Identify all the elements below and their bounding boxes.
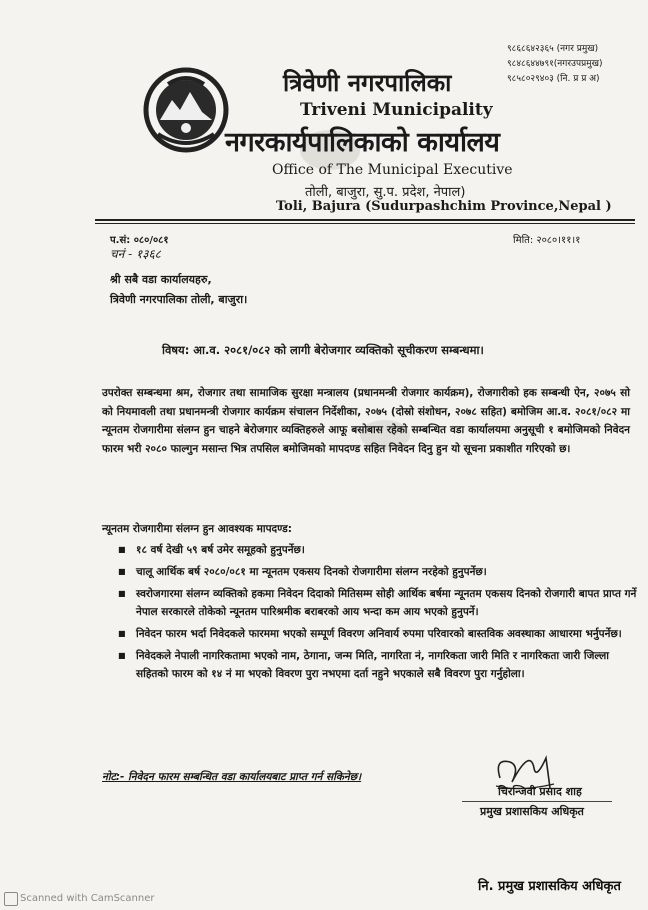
- office-name-en: Office of The Municipal Executive: [272, 162, 513, 178]
- address-en: Toli, Bajura (Sudurpashchim Province,Nepal ): [276, 199, 612, 214]
- phone-cao: ९८५८०२९४०३ (नि. प्र प्र अ): [507, 74, 600, 84]
- criteria-item: ■ चालू आर्थिक बर्ष २०८०/०८१ मा न्यूनतम एकसय दिनको रोजगारीमा संलग्न नरहेको हुनुपर्नेछ।: [118, 563, 638, 581]
- letter-note: नोट:- निवेदन फारम सम्बन्धित वडा कार्यालयबाट प्राप्त गर्न सकिनेछ।: [102, 771, 362, 783]
- phone-deputy-mayor: ९८४८६४४७९१(नगरउपप्रमुख): [507, 59, 603, 69]
- camscanner-logo-icon: [4, 892, 18, 906]
- phone-mayor: ९८६८६४२३६५ (नगर प्रमुख): [507, 44, 599, 54]
- municipality-emblem-icon: [138, 62, 234, 158]
- addressee-line-1: श्री सबै वडा कार्यालयहरु,: [110, 273, 212, 286]
- signature-line: [462, 801, 612, 802]
- criteria-heading: न्यूनतम रोजगारीमा संलग्न हुन आवश्यक मापदण्ड:: [102, 523, 292, 535]
- letter-body: उपरोक्त सम्बन्धमा श्रम, रोजगार तथा सामाजिक सुरक्षा मन्त्रालय (प्रधानमन्त्री रोजगार कार्यक्रम), रोजगारीको हक सम्बन्धी ऐन, २०७५ सो को नियमावली तथा प्रधानमन्त्री रोजगार कार्यक्रम संचालन निर्देशीका, २०७५ (दोस्रो संशोधन, २०७८ सहित) बमोजिम आ.व. २०८१/०८२ मा न्यूनतम रोजगारीमा संलग्न हुन चाहने बेरोजगार व्यक्तिहरुले आफू बसोबास रहेको सम्बन्धित वडा कार्यालयमा अनुसूची १ बमोजिमको निवेदन फारम भरी २०८० फाल्गुन मसान्त भित्र तपसिल बमोजिमको मापदण्ड सहित निवेदन दिनु हुन यो सूचना प्रकाशीत गरिएको छ।: [102, 387, 630, 455]
- official-stamp: नि. प्रमुख प्रशासकिय अधिकृत: [478, 879, 621, 894]
- addressee: [110, 270, 247, 310]
- addressee-line-2: त्रिवेणी नगरपालिका तोली, बाजुरा।: [110, 293, 248, 306]
- signatory-title: प्रमुख प्रशासकिय अधिकृत: [480, 805, 584, 818]
- criteria-item: ■ १८ वर्ष देखी ५९ बर्ष उमेर समूहको हुनुपर्नेछ।: [118, 541, 638, 559]
- signatory-name: चिरन्जिवी प्रसाद शाह: [498, 785, 582, 798]
- dispatch-number: चनं - १३६८: [110, 247, 161, 261]
- header-divider: [95, 219, 635, 221]
- municipality-name-en: Triveni Municipality: [300, 100, 493, 120]
- reference-number: प.सं: ०८०/०८१: [110, 235, 169, 246]
- criteria-item: ■ स्वरोजगारमा संलग्न व्यक्तिको हकमा निवेदन दिदाको मितिसम्म सोही आर्थिक बर्षमा न्यूनतम एकसय दिनको रोजगारी बापत प्राप्त गर्ने नेपाल सरकारले तोकेको न्यूनतम पारिश्रमीक बराबरको आय भन्दा कम आय भएको हुनुपर्ने।: [118, 585, 638, 621]
- scan-watermark: Scanned with CamScanner: [20, 893, 155, 904]
- address-np: तोली, बाजुरा, सु.प. प्रदेश, नेपाल): [305, 185, 466, 200]
- letter-date: मिति: २०८०।११।१: [513, 235, 581, 246]
- office-name-np: नगरकार्यपालिकाको कार्यालय: [225, 127, 500, 158]
- criteria-list: [118, 541, 638, 687]
- letter-subject: विषय: आ.व. २०८१/०८२ को लागी बेरोजगार व्यक्तिको सूचीकरण सम्बन्धमा।: [162, 343, 484, 357]
- header-divider-thin: [95, 223, 635, 224]
- criteria-item: ■ निवेदन फारम भर्दा निवेदकले फारममा भएको सम्पूर्ण विवरण अनिवार्य रुपमा परिवारको बास्तविक अवस्थाका आधारमा भर्नुपर्नेछ।: [118, 625, 638, 643]
- criteria-item: ■ निवेदकले नेपाली नागरिकतामा भएको नाम, ठेगाना, जन्म मिति, नागरिता नं, नागरिकता जारी मिति र नागरिकता जारी जिल्ला सहितको फारम को १४ नं मा भएको विवरण पुरा नभएमा दर्ता नहुने भएकाले सबै विवरण पुरा गर्नुहोला।: [118, 647, 638, 683]
- phone-list: [507, 42, 602, 87]
- municipality-name-np: त्रिवेणी नगरपालिका: [283, 68, 452, 97]
